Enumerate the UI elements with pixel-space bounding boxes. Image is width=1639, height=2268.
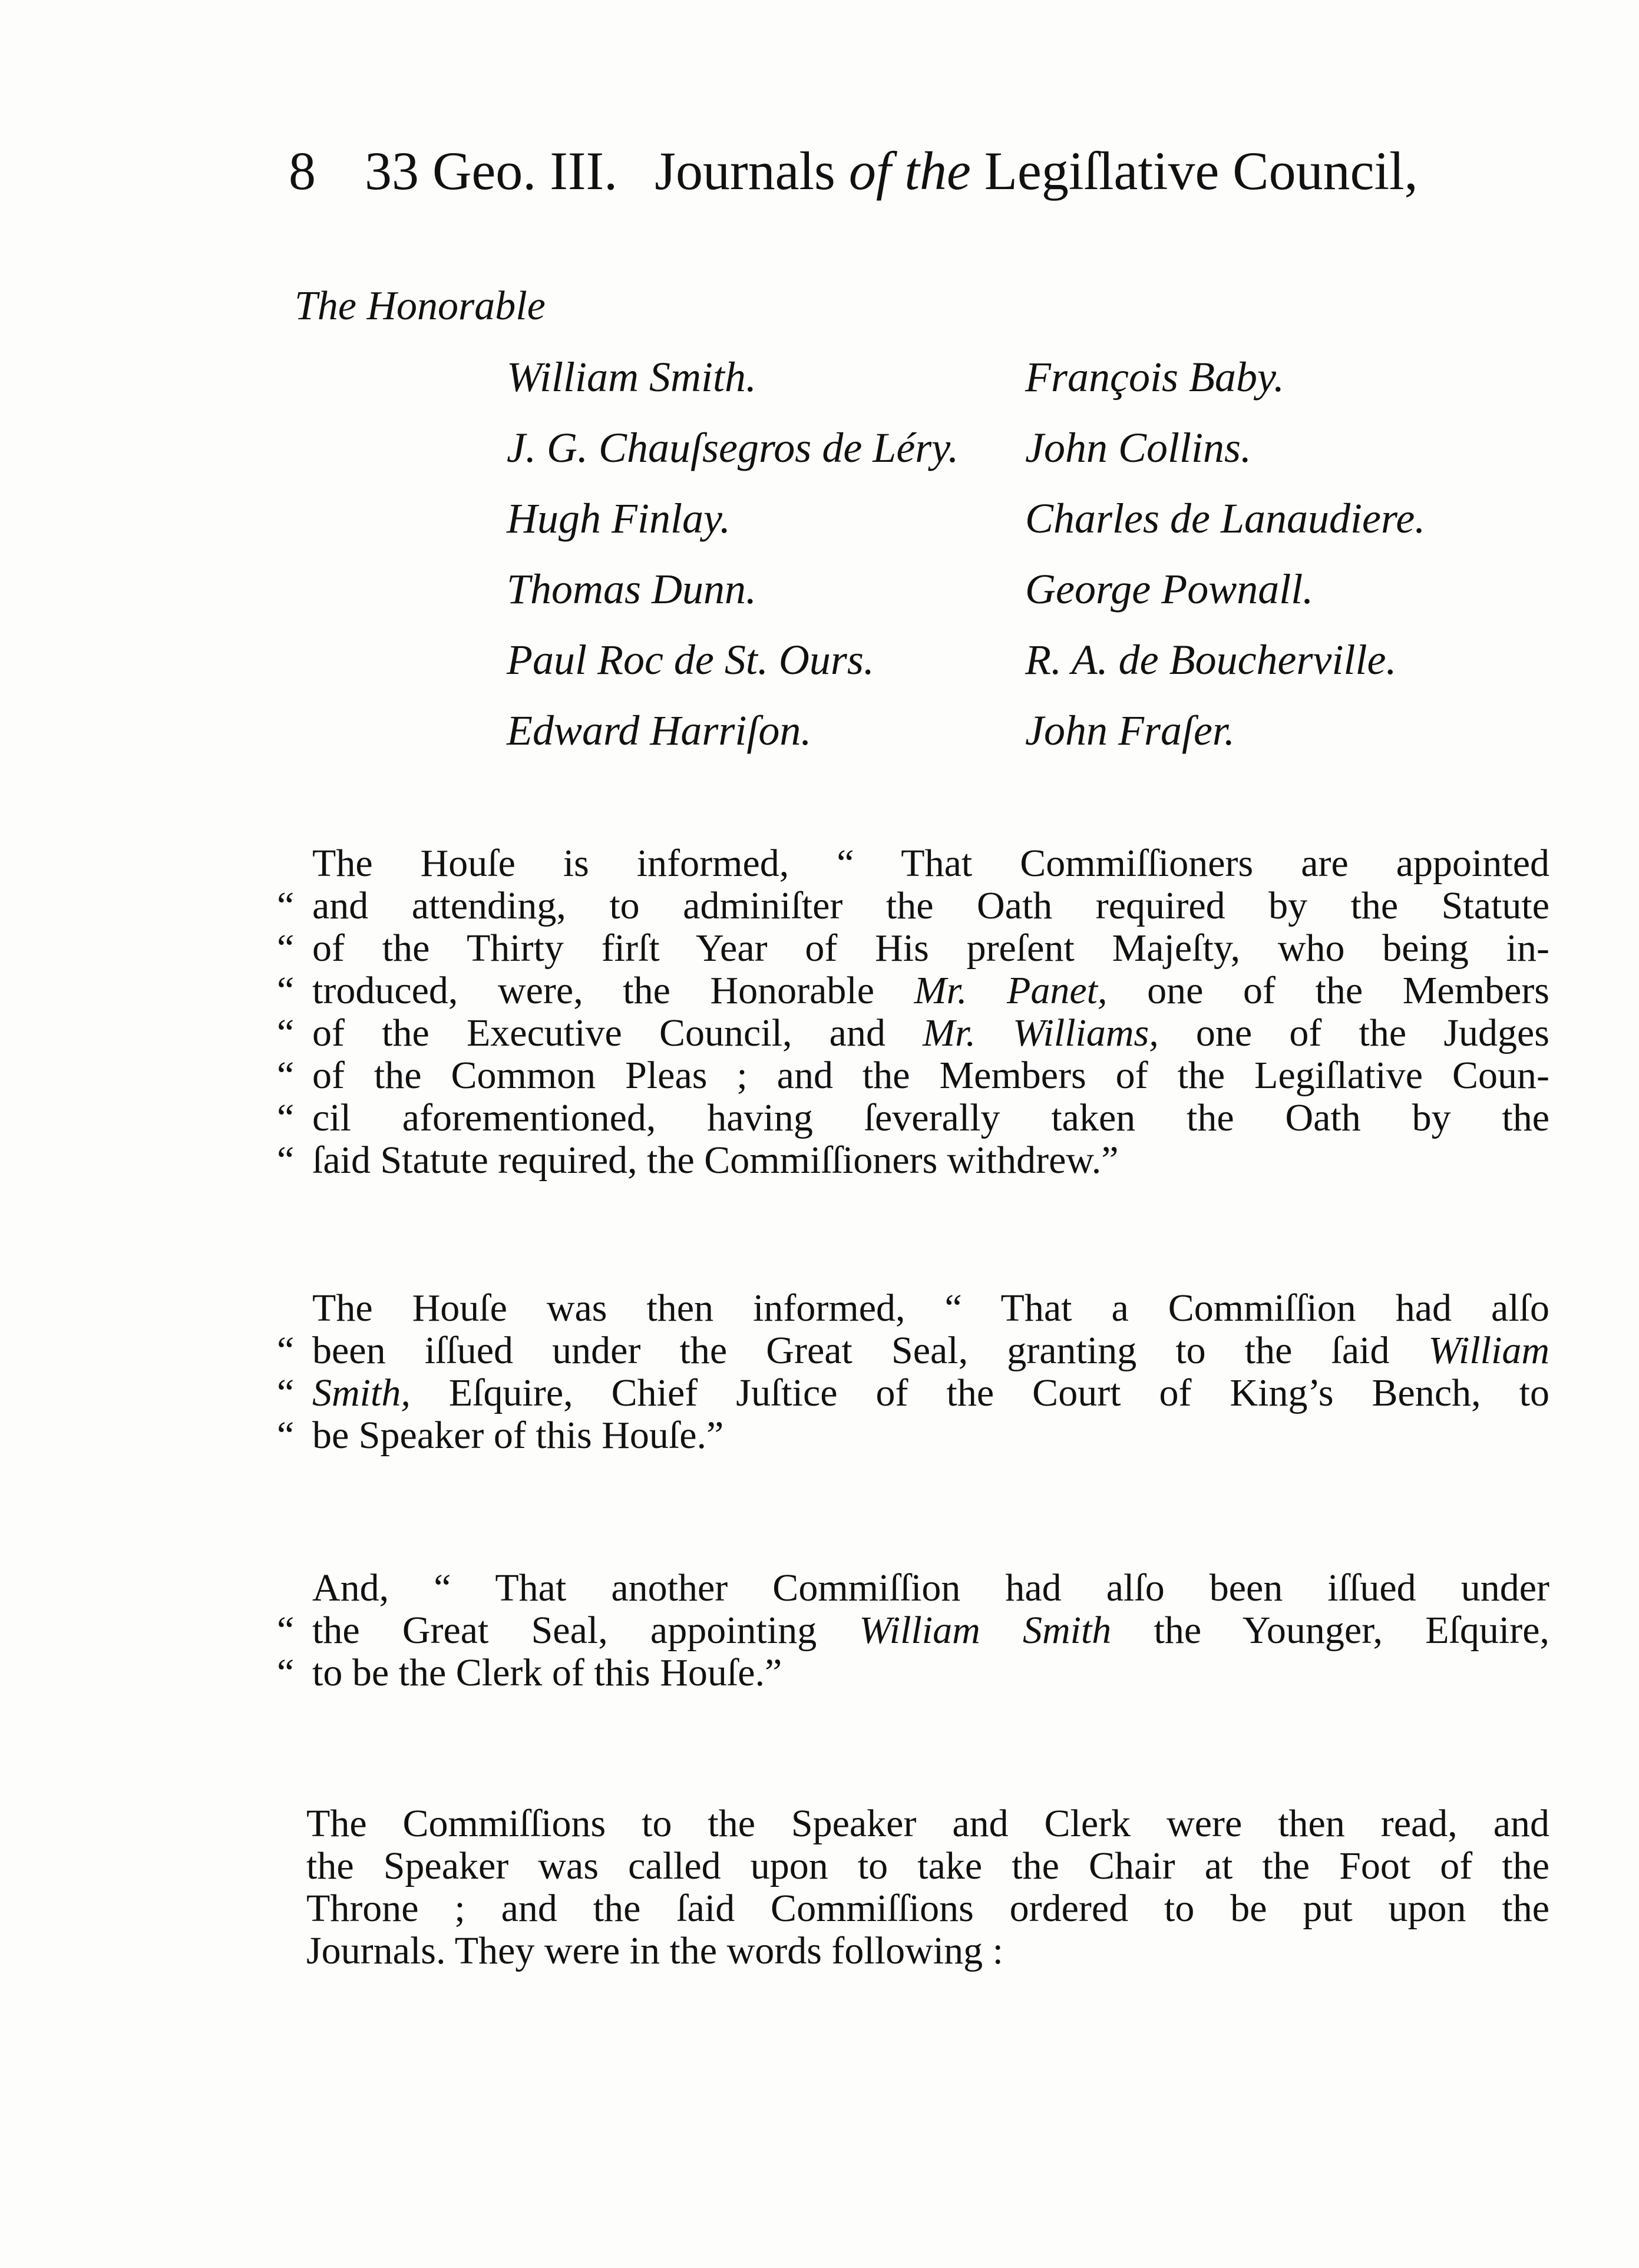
member-name: Edward Harriſon.	[507, 707, 812, 754]
paragraph-commissioners	[277, 842, 1549, 1182]
text-line: “ Smith, Eſquire, Chief Juſtice of the Court of King’s Bench, to	[277, 1371, 1549, 1414]
member-name: R. A. de Boucherville.	[1025, 636, 1397, 683]
member-name: Hugh Finlay.	[507, 495, 731, 542]
quote-mark: “	[277, 1371, 295, 1414]
reign-label: 33 Geo. III.	[365, 141, 618, 201]
name-panet: Mr. Panet,	[914, 969, 1108, 1012]
quote-mark: “	[277, 1609, 295, 1652]
quote-mark: “	[277, 927, 295, 970]
header-title-part2: Legiſlative Council,	[984, 141, 1418, 201]
text-line: Journals. They were in the words following :	[306, 1929, 1003, 1972]
quote-mark: “	[277, 884, 295, 927]
text-line: “ ſaid Statute required, the Commiſſioners withdrew.”	[277, 1139, 1119, 1182]
member-name: George Pownall.	[1025, 566, 1314, 613]
quote-mark: “	[277, 1011, 295, 1054]
header-title-the: the	[904, 141, 971, 201]
paragraph-clerk-commission	[277, 1566, 1550, 1694]
member-name: Paul Roc de St. Ours.	[507, 636, 874, 683]
text-line: The Commiſſions to the Speaker and Clerk were then read, and	[306, 1802, 1549, 1845]
text-line: “ to be the Clerk of this Houſe.”	[277, 1651, 782, 1694]
text-line: the Speaker was called upon to take the Chair at the Foot of the	[306, 1844, 1549, 1887]
member-list	[507, 348, 1508, 772]
member-name: William Smith.	[507, 353, 757, 401]
text-line: The Houſe is informed, “ That Commiſſioners are appointed	[312, 842, 1549, 885]
name-williams: Mr. Williams,	[923, 1011, 1159, 1054]
text-line: The Houſe was then informed, “ That a Commiſſion had alſo	[312, 1287, 1549, 1330]
text-line: Throne ; and the ſaid Commiſſions ordered to be put upon the	[306, 1887, 1549, 1930]
text-line: “ be Speaker of this Houſe.”	[277, 1414, 724, 1457]
page-number: 8	[289, 141, 316, 201]
quote-mark: “	[277, 1096, 295, 1139]
name-william: William	[1428, 1329, 1549, 1372]
text-line: “ the Great Seal, appointing William Smith the Younger, Eſquire,	[277, 1609, 1550, 1652]
member-name: François Baby.	[1025, 353, 1284, 401]
header-title-part1: Journals	[655, 141, 835, 201]
text-line: “ of the Executive Council, and Mr. Williams, one of the Judges	[277, 1011, 1549, 1054]
quote-mark: “	[277, 1329, 295, 1372]
text-line: “ of the Common Pleas ; and the Members of the Legiſlative Coun-	[277, 1054, 1549, 1097]
quote-mark: “	[277, 969, 295, 1012]
member-name: Charles de Lanaudiere.	[1025, 495, 1426, 542]
quote-mark: “	[277, 1054, 295, 1097]
member-name: John Fraſer.	[1025, 707, 1235, 754]
text-line: “ troduced, were, the Honorable Mr. Panet, one of the Members	[277, 969, 1549, 1012]
honorable-label: The Honorable	[295, 283, 546, 329]
text-line: “ cil aforementioned, having ſeverally taken the Oath by the	[277, 1096, 1549, 1139]
quote-mark: “	[277, 1139, 295, 1182]
running-header	[289, 135, 1561, 206]
header-title-of: of	[848, 141, 891, 201]
quote-mark: “	[277, 1651, 295, 1694]
paragraph-speaker-commission	[277, 1287, 1549, 1457]
name-william-smith: William Smith	[859, 1609, 1112, 1652]
member-name: John Collins.	[1025, 424, 1252, 471]
member-name: J. G. Chauſsegros de Léry.	[507, 424, 959, 471]
text-line: And, “ That another Commiſſion had alſo been iſſued under	[312, 1566, 1549, 1609]
text-line: “ of the Thirty firſt Year of His preſent Majeſty, who being in-	[277, 927, 1549, 970]
paragraph-commissions-read	[306, 1803, 1549, 1972]
quote-mark: “	[277, 1414, 295, 1457]
text-line: “ been iſſued under the Great Seal, granting to the ſaid William	[277, 1329, 1549, 1372]
name-smith: Smith,	[312, 1371, 411, 1414]
text-line: “ and attending, to adminiſter the Oath required by the Statute	[277, 884, 1549, 927]
member-name: Thomas Dunn.	[507, 566, 757, 613]
